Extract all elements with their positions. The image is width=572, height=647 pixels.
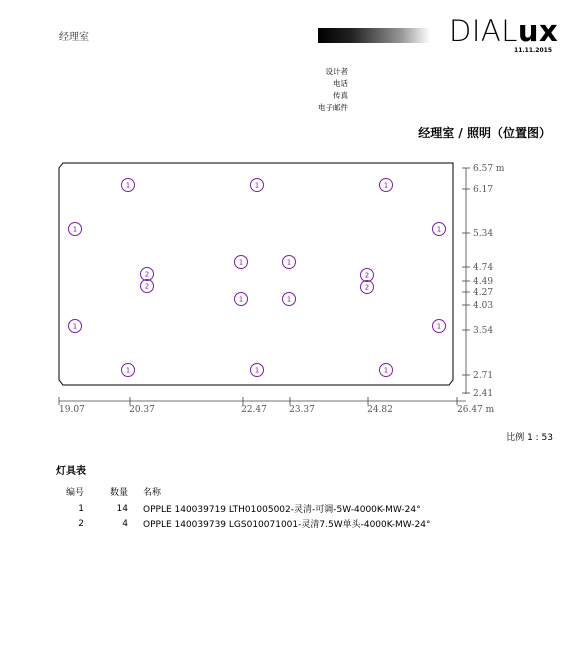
luminaire-type-1 bbox=[433, 320, 446, 333]
y-tick-label: 5.34 bbox=[473, 229, 494, 239]
luminaire-type-1 bbox=[283, 293, 296, 306]
luminaire-number: 1 bbox=[254, 181, 260, 190]
y-tick-label: 4.74 bbox=[473, 263, 494, 273]
luminaire-number: 1 bbox=[436, 322, 442, 331]
luminaire-number: 1 bbox=[286, 258, 292, 267]
luminaire-type-1 bbox=[69, 320, 82, 333]
x-tick-label: 26.47 m bbox=[457, 405, 495, 415]
luminaire-number: 1 bbox=[238, 258, 244, 267]
luminaire-number: 1 bbox=[254, 366, 260, 375]
y-tick-label: 2.41 bbox=[473, 389, 494, 399]
luminaire-number: 1 bbox=[383, 181, 389, 190]
y-tick-label: 6.57 m bbox=[473, 164, 505, 174]
luminaire-number: 1 bbox=[72, 322, 78, 331]
luminaire-type-1 bbox=[251, 364, 264, 377]
luminaire-number: 1 bbox=[383, 366, 389, 375]
luminaire-number: 2 bbox=[144, 282, 150, 291]
luminaire-type-1 bbox=[433, 223, 446, 236]
contact-phone-label: 电话 bbox=[333, 79, 348, 88]
x-tick-label: 22.47 bbox=[241, 405, 267, 415]
row-quantity: 14 bbox=[116, 503, 128, 514]
luminaire-type-1 bbox=[235, 256, 248, 269]
header-name: 名称 bbox=[143, 488, 162, 498]
y-dimension-ticks bbox=[462, 164, 505, 399]
luminaire-number: 2 bbox=[364, 283, 370, 292]
luminaire-type-1 bbox=[122, 179, 135, 192]
room-outline bbox=[59, 163, 453, 385]
contact-fax-label: 传真 bbox=[333, 91, 348, 100]
luminaire-number: 1 bbox=[436, 225, 442, 234]
y-tick-label: 2.71 bbox=[473, 371, 494, 381]
y-tick-label: 4.49 bbox=[473, 277, 494, 287]
luminaire-type-2 bbox=[141, 280, 154, 293]
x-dimension-ticks bbox=[59, 397, 495, 415]
luminaire-number: 1 bbox=[238, 295, 244, 304]
row-name: OPPLE 140039739 LGS010071001-灵清7.5W单头-4000K-MW-24° bbox=[143, 520, 431, 530]
luminaire-number: 2 bbox=[364, 271, 370, 280]
luminaire-type-1 bbox=[283, 256, 296, 269]
luminaire-table-title: 灯具表 bbox=[56, 466, 86, 477]
luminaire-type-1 bbox=[69, 223, 82, 236]
header-number: 编号 bbox=[65, 488, 84, 498]
luminaire-number: 1 bbox=[125, 366, 131, 375]
row-number: 2 bbox=[78, 518, 84, 529]
table-row bbox=[56, 516, 430, 531]
row-number: 1 bbox=[78, 503, 84, 514]
x-tick-label: 19.07 bbox=[59, 405, 85, 415]
y-tick-label: 4.27 bbox=[473, 288, 494, 298]
table-header-row bbox=[56, 484, 430, 501]
logo-light-text: DIAL bbox=[449, 14, 518, 48]
room-name: 经理室 bbox=[59, 32, 89, 43]
luminaire-type-2 bbox=[361, 269, 374, 282]
luminaire-type-1 bbox=[251, 179, 264, 192]
luminaire-number: 1 bbox=[72, 225, 78, 234]
scale-label: 比例 1 : 53 bbox=[506, 433, 553, 443]
row-quantity: 4 bbox=[122, 518, 128, 529]
luminaire-number: 2 bbox=[144, 270, 150, 279]
x-tick-label: 24.82 bbox=[367, 405, 393, 415]
table-row bbox=[56, 501, 430, 516]
luminaire-type-1 bbox=[380, 179, 393, 192]
luminaire-number: 1 bbox=[125, 181, 131, 190]
y-tick-label: 6.17 bbox=[473, 185, 494, 195]
row-name: OPPLE 140039719 LTH01005002-灵清-可调-5W-4000K-MW-24° bbox=[143, 505, 421, 515]
x-tick-label: 23.37 bbox=[289, 405, 315, 415]
luminaire-type-2 bbox=[141, 268, 154, 281]
luminaire-number: 1 bbox=[286, 295, 292, 304]
logo-bold-text: ux bbox=[517, 14, 559, 48]
y-tick-label: 3.54 bbox=[473, 326, 494, 336]
luminaire-symbols bbox=[69, 179, 446, 377]
contact-email-label: 电子邮件 bbox=[318, 103, 348, 112]
header-quantity: 数量 bbox=[109, 488, 128, 498]
x-tick-label: 20.37 bbox=[129, 405, 155, 415]
luminaire-type-2 bbox=[361, 281, 374, 294]
luminaire-type-1 bbox=[122, 364, 135, 377]
luminaire-table bbox=[56, 484, 430, 531]
luminaire-type-1 bbox=[380, 364, 393, 377]
contact-designer-label: 设计者 bbox=[325, 67, 348, 76]
y-tick-label: 4.03 bbox=[473, 301, 494, 311]
luminaire-type-1 bbox=[235, 293, 248, 306]
page-title: 经理室 / 照明（位置图） bbox=[418, 126, 551, 140]
report-date: 11.11.2015 bbox=[514, 47, 552, 54]
